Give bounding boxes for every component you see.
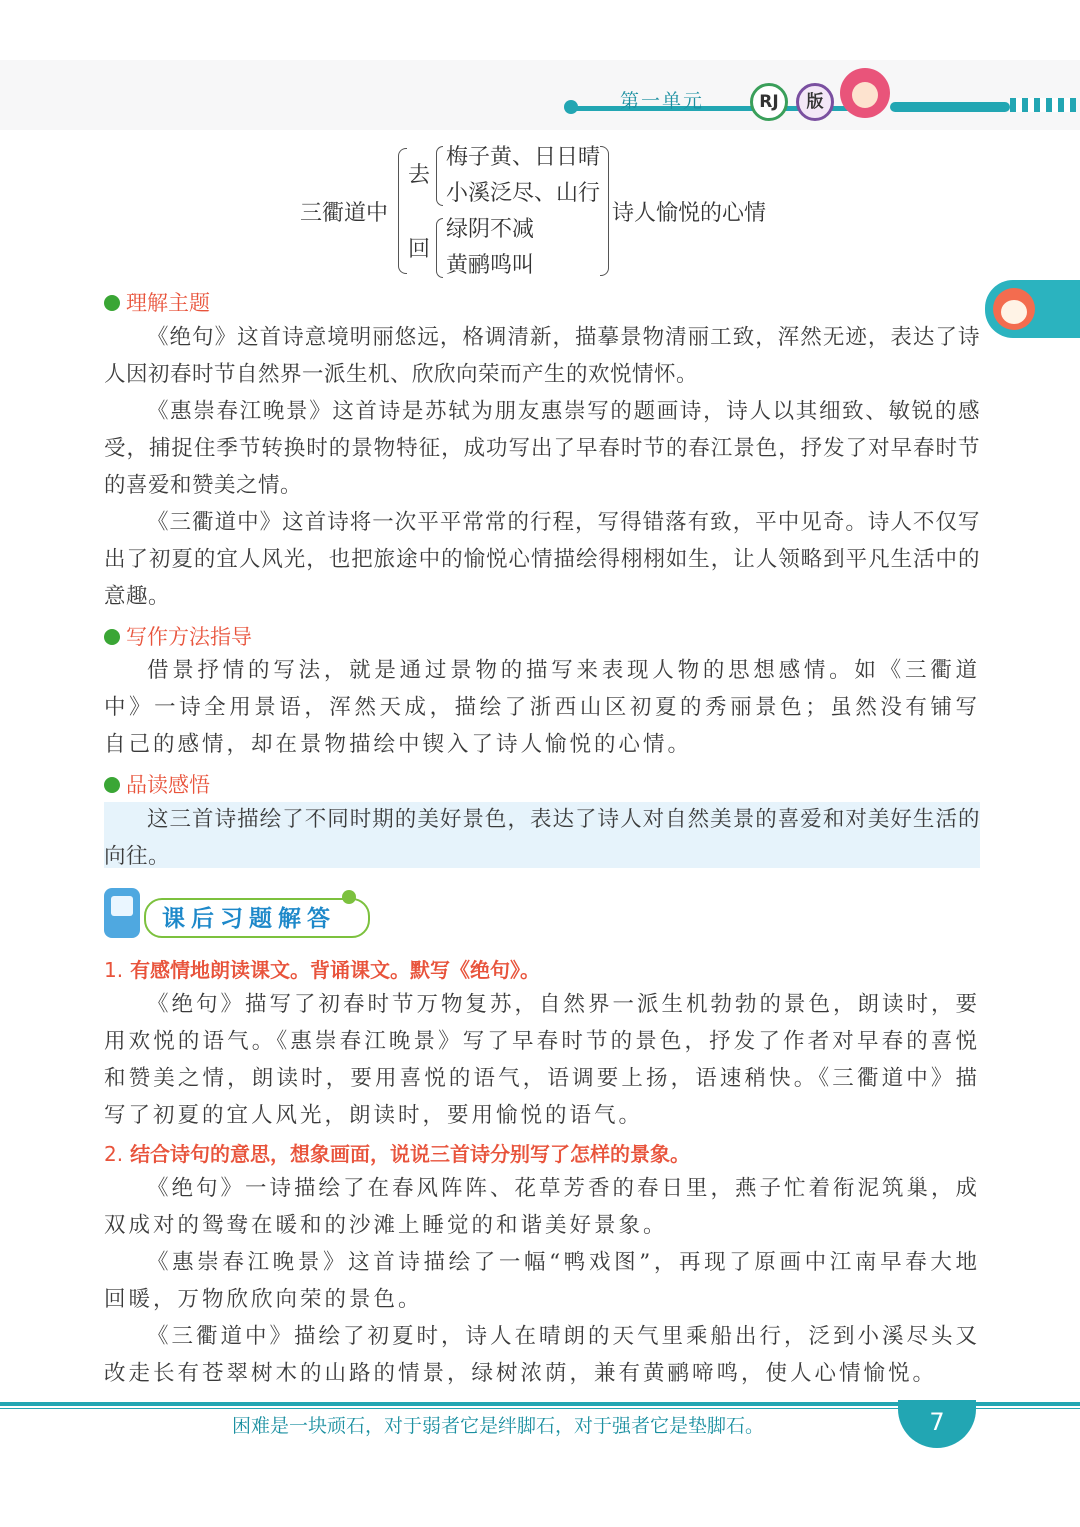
section-title-text: 写作方法指导 <box>126 625 252 649</box>
question-1 <box>104 954 540 983</box>
unit-label: 第一单元 <box>620 90 705 112</box>
diagram-title: 三衢道中 <box>300 201 389 226</box>
cartoon-girl-icon <box>840 68 890 118</box>
section-title-text: 品读感悟 <box>126 773 210 797</box>
back-label: 回 <box>408 237 431 262</box>
theme-paragraph-2: 《惠崇春江晚景》这首诗是苏轼为朋友惠崇写的题画诗，诗人以其细致、敏锐的感受，捕捉住季节转换时的景物特征，成功写出了早春时节的春江景色，抒发了对早春时节的喜爱和赞美之情。 <box>104 399 980 498</box>
answer-2-paragraph-2: 《惠崇春江晚景》这首诗描绘了一幅“鸭戏图”，再现了原画中江南早春大地回暖，万物欣欣向荣的景色。 <box>104 1250 980 1312</box>
header-swoosh <box>890 102 1010 112</box>
header-dot-icon <box>564 100 578 114</box>
question-text: 结合诗句的意思，想象画面，说说三首诗分别写了怎样的景象。 <box>130 1142 691 1166</box>
answer-1-paragraph: 《绝句》描写了初春时节万物复苏，自然界一派生机勃勃的景色，朗读时，要用欢悦的语气。《惠崇春江晚景》写了早春时节的景色，抒发了作者对早春的喜悦和赞美之情，朗读时，要用喜悦的语气，语调要上扬，语速稍快。《三衢道中》描写了初夏的宜人风光，朗读时，要用愉悦的语气。 <box>104 992 981 1128</box>
outer-brace <box>398 148 407 274</box>
checker-pattern <box>1010 98 1076 112</box>
result-brace <box>600 146 609 276</box>
theme-paragraph-1: 《绝句》这首诗意境明丽悠远，格调清新，描摹景物清丽工致，浑然无迹，表达了诗人因初春时节自然界一派生机、欣欣向荣而产生的欢悦情怀。 <box>104 325 980 387</box>
bullet-icon <box>104 777 120 793</box>
question-2 <box>104 1138 690 1167</box>
bullet-icon <box>104 295 120 311</box>
banner-dot-icon <box>342 890 356 904</box>
section-title-writing <box>104 621 252 651</box>
diagram-result: 诗人愉悦的心情 <box>612 201 767 226</box>
go-brace <box>436 146 443 206</box>
exercise-banner <box>104 886 374 942</box>
bullet-icon <box>104 629 120 645</box>
footer-motto: 困难是一块顽石，对于弱者它是绊脚石，对于强者它是垫脚石。 <box>232 1415 765 1437</box>
page-number: 7 <box>898 1400 976 1448</box>
theme-paragraph-3: 《三衢道中》这首诗将一次平平常常的行程，写得错落有致，平中见奇。诗人不仅写出了初夏的宜人风光，也把旅途中的愉悦心情描绘得栩栩如生，让人领略到平凡生活中的意趣。 <box>104 510 980 609</box>
question-number: 2. <box>104 1142 124 1166</box>
question-number: 1. <box>104 958 124 982</box>
edition-badge: 版 <box>796 83 834 121</box>
back-item-1: 绿阴不减 <box>446 217 535 242</box>
go-label: 去 <box>408 163 431 188</box>
phone-mascot-icon <box>104 888 140 938</box>
section-title-text: 理解主题 <box>126 291 210 315</box>
side-tab <box>985 280 1080 338</box>
page-header <box>560 78 1080 128</box>
back-item-2: 黄鹂鸣叫 <box>446 253 535 278</box>
rj-badge: RJ <box>750 83 788 121</box>
answer-2-paragraph-3: 《三衢道中》描绘了初夏时，诗人在晴朗的天气里乘船出行，泛到小溪尽头又改走长有苍翠树木的山路的情景，绿树浓荫，兼有黄鹂啼鸣，使人心情愉悦。 <box>104 1324 981 1386</box>
answer-2-paragraph-1: 《绝句》一诗描绘了在春风阵阵、花草芳香的春日里，燕子忙着衔泥筑巢，成双成对的鸳鸯在暖和的沙滩上睡觉的和谐美好景象。 <box>104 1176 981 1238</box>
cartoon-fox-icon <box>993 288 1035 330</box>
section-title-reflection <box>104 769 210 799</box>
go-item-1: 梅子黄、日日晴 <box>446 145 601 170</box>
back-brace <box>436 218 443 278</box>
question-text: 有感情地朗读课文。背诵课文。默写《绝句》。 <box>130 958 541 982</box>
reflection-paragraph: 这三首诗描绘了不同时期的美好景色，表达了诗人对自然美景的喜爱和对美好生活的向往。 <box>104 807 980 869</box>
go-item-2: 小溪泛尽、山行 <box>446 181 601 206</box>
banner-text: 课后习题解答 <box>162 906 336 932</box>
section-title-theme <box>104 287 210 317</box>
poem-structure-diagram <box>300 140 820 280</box>
writing-paragraph: 借景抒情的写法，就是通过景物的描写来表现人物的思想感情。如《三衢道中》一诗全用景语，浑然天成，描绘了浙西山区初夏的秀丽景色；虽然没有铺写自己的感情，却在景物描绘中锲入了诗人愉悦的心情。 <box>104 658 980 757</box>
